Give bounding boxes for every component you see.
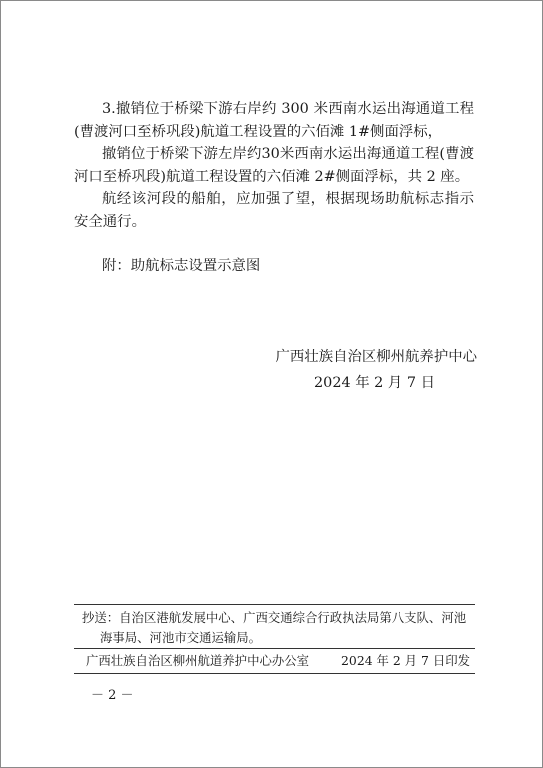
paragraph-revoke-buoy-1: 3.撤销位于桥梁下游右岸约 300 米西南水运出海通道工程(曹渡河口至桥巩段)航道工程设置的六佰滩 1#侧面浮标， — [74, 101, 474, 140]
paragraph-safety-notice: 航经该河段的船舶，应加强了望，根据现场助航标志指示安全通行。 — [74, 191, 474, 230]
footer-bottom-rule — [74, 673, 475, 674]
signature-org: 广西壮族自治区柳州航养护中心 — [275, 349, 477, 365]
paragraph-spacer — [74, 233, 474, 255]
issue-date: 2024 年 2 月 7 日印发 — [341, 653, 470, 668]
signature-block — [276, 344, 477, 396]
attachment-note: 附：助航标志设置示意图 — [102, 258, 261, 274]
cc-line-1: 抄送：自治区港航发展中心、广西交通综合行政执法局第八支队、河池 — [82, 610, 467, 625]
cc-top-rule — [74, 604, 475, 605]
cc-block — [82, 608, 472, 648]
page-number: － 2 － — [91, 688, 134, 703]
signature-date: 2024 年 2 月 7 日 — [314, 375, 435, 391]
document-body — [74, 98, 474, 278]
footer-top-rule — [74, 648, 475, 649]
issuer-office: 广西壮族自治区柳州航道养护中心办公室 — [86, 653, 310, 668]
cc-line-2: 海事局、河池市交通运输局。 — [100, 630, 262, 645]
paragraph-revoke-buoy-2: 撤销位于桥梁下游左岸约30米西南水运出海通道工程(曹渡河口至桥巩段)航道工程设置的六佰滩 2#侧面浮标，共 2 座。 — [74, 146, 474, 185]
